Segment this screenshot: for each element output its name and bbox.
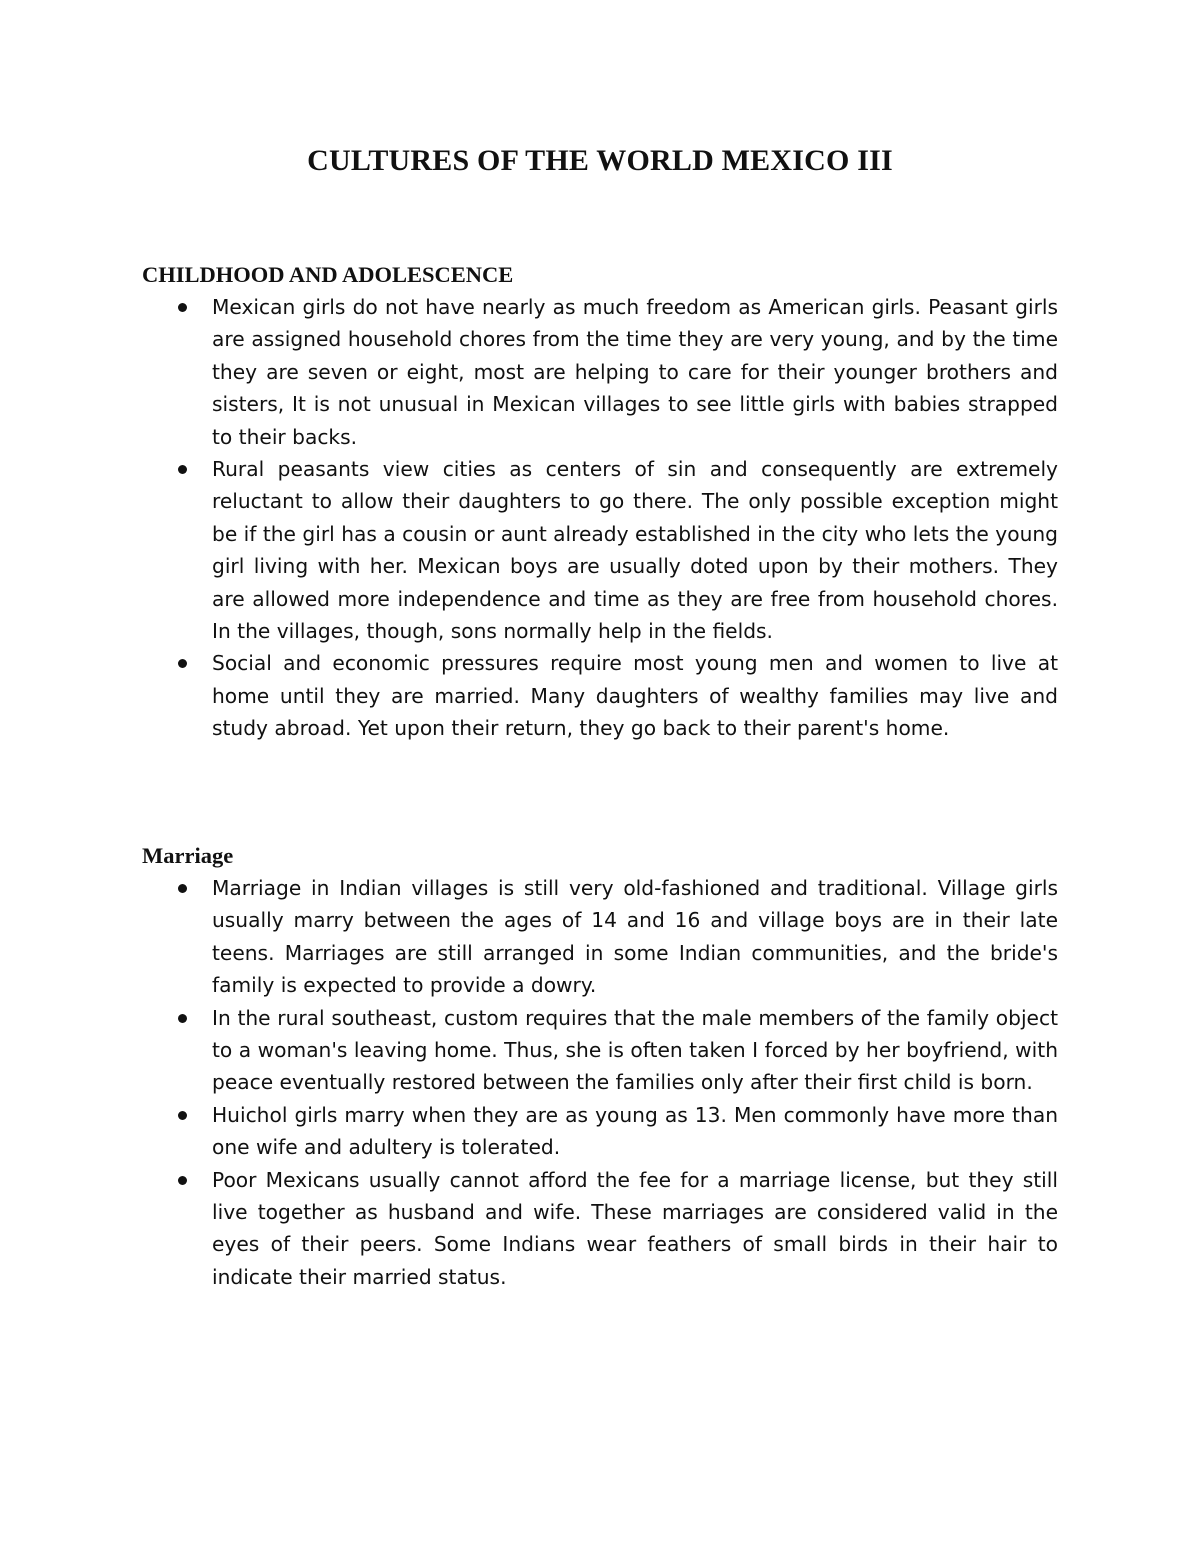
bullet-item xyxy=(142,647,1058,744)
bullet-text: Social and economic pressures require most young men and women to live at home until they are married. Many daughters of wealthy families may live and study abroad. Yet upon their return, they go back to their parent's home. xyxy=(212,651,1058,741)
bullet-text: Mexican girls do not have nearly as much freedom as American girls. Peasant girls are assigned household chores from the time they are very young, and by the time they are seven or eight, most are helping to care for their younger brothers and sisters, It is not unusual in Mexican villages to see little girls with babies strapped to their backs. xyxy=(212,295,1058,449)
bullet-dot-icon xyxy=(178,465,187,474)
section-heading: CHILDHOOD AND ADOLESCENCE xyxy=(142,262,514,287)
bullet-item xyxy=(142,1164,1058,1294)
section-childhood-adolescence xyxy=(142,259,1058,745)
bullet-dot-icon xyxy=(178,884,187,893)
bullet-item xyxy=(142,1099,1058,1164)
bullet-dot-icon xyxy=(178,1014,187,1023)
bullet-text: Huichol girls marry when they are as young as 13. Men commonly have more than one wife and adultery is tolerated. xyxy=(212,1102,1058,1160)
bullet-text: Rural peasants view cities as centers of sin and consequently are extremely reluctant to allow their daughters to go there. The only possible exception might be if the girl has a cousin or aunt already established in the city who lets the young girl living with her. Mexican boys are usually doted upon by their mothers. They are allowed more independence and time as they are free from household chores. In the villages, though, sons normally help in the fields. xyxy=(212,457,1058,644)
bullet-text: In the rural southeast, custom requires that the male members of the family object to a woman's leaving home. Thus, she is often taken I forced by her boyfriend, with peace eventually restored between the families only after their first child is born. xyxy=(212,1005,1058,1095)
section-heading: Marriage xyxy=(142,843,234,868)
document-title: CULTURES OF THE WORLD MEXICO III xyxy=(307,144,893,177)
bullet-dot-icon xyxy=(178,659,187,668)
bullet-dot-icon xyxy=(178,1176,187,1185)
bullet-list xyxy=(142,872,1058,1293)
bullet-text: Marriage in Indian villages is still very old-fashioned and traditional. Village girls usually marry between the ages of 14 and 16 and village boys are in their late teens. Marriages are still arranged in some Indian communities, and the bride's family is expected to provide a dowry. xyxy=(212,876,1058,998)
bullet-list xyxy=(142,291,1058,745)
bullet-item xyxy=(142,1002,1058,1099)
bullet-item xyxy=(142,453,1058,647)
bullet-text: Poor Mexicans usually cannot afford the fee for a marriage license, but they still live together as husband and wife. These marriages are considered valid in the eyes of their peers. Some Indians wear feathers of small birds in their hair to indicate their married status. xyxy=(212,1167,1058,1289)
bullet-item xyxy=(142,872,1058,1002)
bullet-dot-icon xyxy=(178,1111,187,1120)
bullet-item xyxy=(142,291,1058,453)
section-marriage xyxy=(142,840,1058,1293)
bullet-dot-icon xyxy=(178,303,187,312)
